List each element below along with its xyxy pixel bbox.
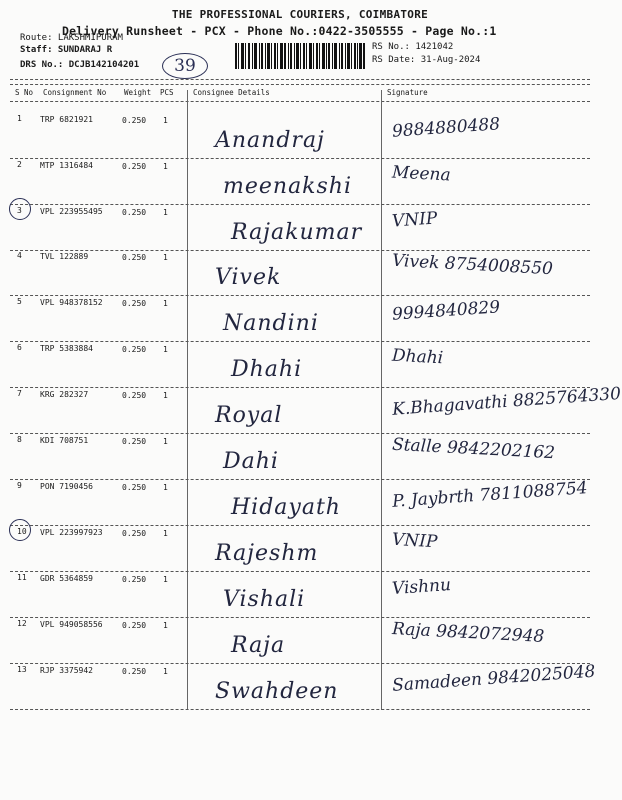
row-weight: 0.250 <box>122 208 147 217</box>
row-sno: 8 <box>17 435 22 444</box>
row-sno: 3 <box>17 206 22 215</box>
row-consignee-name: Rajakumar <box>231 220 363 245</box>
row-weight: 0.250 <box>122 345 147 354</box>
row-signature: VNIP <box>391 208 438 232</box>
row-weight: 0.250 <box>122 529 147 538</box>
row-weight: 0.250 <box>122 483 147 492</box>
header-divider-top <box>10 79 590 80</box>
runsheet-subtitle: Delivery Runsheet - PCX - Phone No.:0422-3505555 - Page No.:1 <box>62 24 497 38</box>
row-consignment: RJP 3375942 <box>40 666 93 675</box>
row-weight: 0.250 <box>122 575 147 584</box>
rs-date: RS Date: 31-Aug-2024 <box>372 55 481 65</box>
row-weight: 0.250 <box>122 299 147 308</box>
row-sno: 7 <box>17 389 22 398</box>
drs-number: DRS No.: DCJB142104201 <box>20 60 140 70</box>
row-divider <box>10 709 590 710</box>
row-consignment: GDR 5364859 <box>40 574 93 583</box>
staff-label: Staff: SUNDARAJ R <box>20 45 113 55</box>
row-weight: 0.250 <box>122 391 147 400</box>
col-header-signature: Signature <box>387 88 428 97</box>
row-consignment: VPL 223997923 <box>40 528 103 537</box>
row-weight: 0.250 <box>122 437 147 446</box>
row-sno: 9 <box>17 481 22 490</box>
row-weight: 0.250 <box>122 667 147 676</box>
row-sno: 5 <box>17 297 22 306</box>
row-divider <box>10 158 590 159</box>
row-sno: 12 <box>17 619 27 628</box>
row-consignee-name: Nandini <box>223 311 319 336</box>
row-consignment: TRP 5383884 <box>40 344 93 353</box>
row-signature: 9994840829 <box>391 297 501 325</box>
row-signature: VNIP <box>391 529 438 553</box>
row-divider <box>10 250 590 251</box>
row-pcs: 1 <box>163 575 168 584</box>
row-pcs: 1 <box>163 437 168 446</box>
row-divider <box>10 571 590 572</box>
header-divider-bottom <box>10 101 590 102</box>
row-divider <box>10 479 590 480</box>
row-pcs: 1 <box>163 391 168 400</box>
row-consignee-name: Dhahi <box>231 357 303 382</box>
row-consignment: VPL 948378152 <box>40 298 103 307</box>
row-sno: 11 <box>17 573 27 582</box>
row-signature: P. Jaybrth 7811088754 <box>391 478 589 512</box>
company-title: THE PROFESSIONAL COURIERS, COIMBATORE <box>171 8 429 21</box>
row-divider <box>10 387 590 388</box>
row-pcs: 1 <box>163 529 168 538</box>
row-pcs: 1 <box>163 345 168 354</box>
row-sno: 10 <box>17 527 27 536</box>
row-sno: 1 <box>17 114 22 123</box>
row-divider <box>10 433 590 434</box>
row-consignee-name: Vivek <box>215 265 282 290</box>
row-consignment: PON 7190456 <box>40 482 93 491</box>
row-consignment: VPL 949058556 <box>40 620 103 629</box>
barcode-image <box>235 43 365 69</box>
row-signature: Meena <box>391 162 452 186</box>
row-pcs: 1 <box>163 116 168 125</box>
col-header-weight: Weight <box>124 88 152 97</box>
row-sno: 13 <box>17 665 27 674</box>
row-consignee-name: Royal <box>215 403 283 428</box>
row-weight: 0.250 <box>122 253 147 262</box>
row-pcs: 1 <box>163 483 168 492</box>
row-divider <box>10 341 590 342</box>
row-pcs: 1 <box>163 253 168 262</box>
col-header-consignment: Consignment No <box>43 88 107 97</box>
row-signature: Stalle 9842202162 <box>391 434 556 464</box>
row-pcs: 1 <box>163 299 168 308</box>
row-signature: Samadeen 9842025048 <box>391 661 597 696</box>
row-pcs: 1 <box>163 667 168 676</box>
row-divider <box>10 617 590 618</box>
header-divider-2 <box>10 84 590 85</box>
row-consignment: TRP 6821921 <box>40 115 93 124</box>
row-consignee-name: Hidayath <box>231 495 341 520</box>
row-pcs: 1 <box>163 621 168 630</box>
sno-circle-mark <box>9 519 31 541</box>
col-header-pcs: PCS <box>160 88 174 97</box>
row-consignee-name: Rajeshm <box>215 541 319 566</box>
row-consignee-name: Swahdeen <box>215 679 339 704</box>
row-signature: Vivek 8754008550 <box>391 250 554 280</box>
row-sno: 4 <box>17 251 22 260</box>
row-weight: 0.250 <box>122 116 147 125</box>
row-consignee-name: Dahi <box>223 449 279 474</box>
row-weight: 0.250 <box>122 162 147 171</box>
row-consignee-name: Raja <box>231 633 286 658</box>
row-divider <box>10 204 590 205</box>
row-consignment: VPL 223955495 <box>40 207 103 216</box>
route-label: Route: LAKSHMIPURAM <box>20 33 123 43</box>
row-pcs: 1 <box>163 208 168 217</box>
col-header-consignee: Consignee Details <box>193 88 270 97</box>
rs-number: RS No.: 1421042 <box>372 42 454 52</box>
row-consignee-name: Vishali <box>223 587 306 612</box>
row-sno: 6 <box>17 343 22 352</box>
col-header-sno: S No <box>15 88 34 97</box>
handwritten-count-circle <box>162 53 208 79</box>
sno-circle-mark <box>9 198 31 220</box>
row-consignment: TVL 122889 <box>40 252 89 261</box>
row-weight: 0.250 <box>122 621 147 630</box>
row-signature: Vishnu <box>391 574 452 600</box>
row-signature: 9884880488 <box>391 114 501 142</box>
row-consignee-name: Anandraj <box>215 128 325 153</box>
row-consignment: MTP 1316484 <box>40 161 93 170</box>
row-sno: 2 <box>17 160 22 169</box>
row-divider <box>10 525 590 526</box>
handwritten-count: 39 <box>174 56 196 76</box>
row-signature: Dhahi <box>391 345 444 369</box>
row-consignment: KRG 282327 <box>40 390 89 399</box>
row-consignment: KDI 708751 <box>40 436 89 445</box>
row-divider <box>10 295 590 296</box>
row-divider <box>10 663 590 664</box>
row-consignee-name: meenakshi <box>223 174 353 199</box>
row-signature: Raja 9842072948 <box>391 619 545 647</box>
row-signature: K.Bhagavathi 8825764330 <box>391 383 622 420</box>
row-pcs: 1 <box>163 162 168 171</box>
